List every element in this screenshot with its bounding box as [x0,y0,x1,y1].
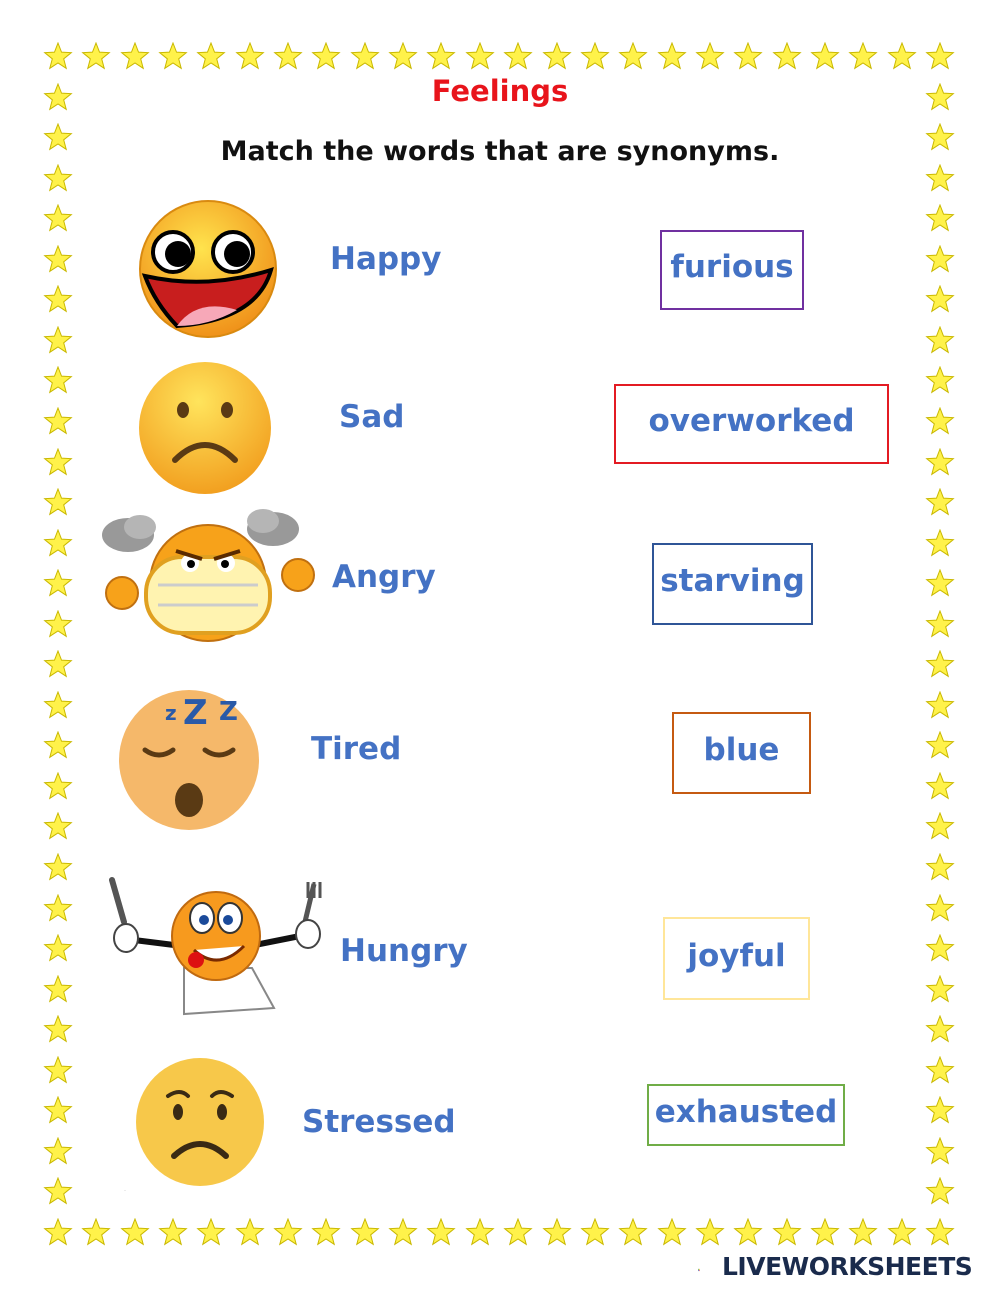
star-icon [350,1218,380,1248]
feeling-word-hungry: Hungry [340,933,468,969]
star-icon [43,488,73,518]
star-icon [235,1218,265,1248]
sad-face-icon [137,360,273,496]
star-icon [43,1096,73,1126]
star-icon [810,1218,840,1248]
star-icon [887,42,917,72]
svg-text:Z: Z [219,697,238,727]
star-icon [43,569,73,599]
stressed-face-icon [134,1056,266,1188]
star-icon [925,610,955,640]
star-icon [43,1056,73,1086]
star-icon [81,42,111,72]
star-icon [925,691,955,721]
star-icon [43,975,73,1005]
star-icon [43,204,73,234]
star-icon [43,164,73,194]
star-icon [580,1218,610,1248]
star-icon [925,326,955,356]
star-icon [848,42,878,72]
star-icon [925,366,955,396]
star-icon [618,1218,648,1248]
star-icon [311,1218,341,1248]
star-icon [503,42,533,72]
star-icon [43,610,73,640]
logo-letter-e: E [699,1270,700,1272]
hungry-face-icon [104,876,328,1018]
star-icon [733,42,763,72]
synonym-box-overworked[interactable]: overworked [614,384,889,464]
star-icon [925,407,955,437]
star-icon [733,1218,763,1248]
tired-face-icon [115,684,263,832]
star-icon [848,1218,878,1248]
star-icon [120,1218,150,1248]
happy-face-icon [137,198,279,340]
logo-letter-i: I [699,1269,700,1271]
star-icon [426,42,456,72]
star-icon [925,204,955,234]
star-icon [43,812,73,842]
star-icon [925,812,955,842]
star-icon [81,1218,111,1248]
star-icon [43,691,73,721]
star-icon [465,42,495,72]
star-icon [43,448,73,478]
angry-face-icon [98,505,318,645]
synonym-box-starving[interactable]: starving [652,543,813,625]
liveworksheets-logo [698,1254,722,1286]
star-icon [43,245,73,275]
star-icon [43,1177,73,1207]
synonym-box-furious[interactable]: furious [660,230,804,310]
star-icon [196,1218,226,1248]
star-icon [388,42,418,72]
feeling-word-sad: Sad [339,399,405,435]
star-icon [925,42,955,72]
svg-text:z: z [165,701,177,725]
star-icon [925,1137,955,1167]
star-icon [925,731,955,761]
star-icon [503,1218,533,1248]
star-icon [657,42,687,72]
star-icon [580,42,610,72]
feeling-word-tired: Tired [311,731,402,767]
star-icon [158,42,188,72]
star-icon [925,245,955,275]
star-icon [925,1218,955,1248]
star-icon [311,42,341,72]
star-icon [925,853,955,883]
synonym-box-exhausted[interactable]: exhausted [647,1084,845,1146]
star-icon [925,934,955,964]
star-icon [925,1015,955,1045]
star-icon [273,42,303,72]
star-icon [657,1218,687,1248]
star-icon [120,42,150,72]
star-icon [925,569,955,599]
star-icon [43,1015,73,1045]
liveworksheets-logo-text: LIVEWORKSHEETS [722,1252,973,1281]
star-icon [925,488,955,518]
star-icon [772,1218,802,1248]
star-icon [43,407,73,437]
feeling-word-angry: Angry [332,559,436,595]
star-icon [810,42,840,72]
logo-letter-l: L [698,1269,699,1271]
star-icon [695,42,725,72]
star-icon [43,894,73,924]
star-icon [273,1218,303,1248]
star-icon [350,42,380,72]
svg-text:Z: Z [183,693,208,733]
star-icon [925,894,955,924]
star-icon [925,164,955,194]
star-icon [43,42,73,72]
star-icon [43,326,73,356]
tiny-credit-mark: · [124,1188,126,1194]
star-icon [925,1177,955,1207]
star-icon [426,1218,456,1248]
star-icon [43,1137,73,1167]
star-icon [388,1218,418,1248]
star-icon [235,42,265,72]
star-icon [772,42,802,72]
star-icon [43,731,73,761]
synonym-box-joyful[interactable]: joyful [663,917,810,1000]
instruction-text: Match the words that are synonyms. [220,136,780,167]
logo-letter-v: V [698,1270,699,1272]
page-title: Feelings [431,74,569,108]
star-icon [158,1218,188,1248]
star-icon [925,448,955,478]
star-icon [925,285,955,315]
star-icon [925,1056,955,1086]
feeling-word-stressed: Stressed [302,1104,456,1140]
feeling-word-happy: Happy [330,241,442,277]
star-icon [925,529,955,559]
star-icon [43,650,73,680]
star-icon [196,42,226,72]
star-icon [43,934,73,964]
star-icon [465,1218,495,1248]
star-icon [887,1218,917,1248]
star-icon [43,772,73,802]
synonym-box-blue[interactable]: blue [672,712,811,794]
star-icon [43,366,73,396]
star-icon [542,42,572,72]
star-icon [43,529,73,559]
star-icon [925,1096,955,1126]
star-icon [43,1218,73,1248]
star-icon [925,650,955,680]
star-icon [695,1218,725,1248]
star-icon [43,285,73,315]
star-icon [618,42,648,72]
star-icon [43,853,73,883]
star-icon [542,1218,572,1248]
star-icon [925,975,955,1005]
star-icon [925,772,955,802]
